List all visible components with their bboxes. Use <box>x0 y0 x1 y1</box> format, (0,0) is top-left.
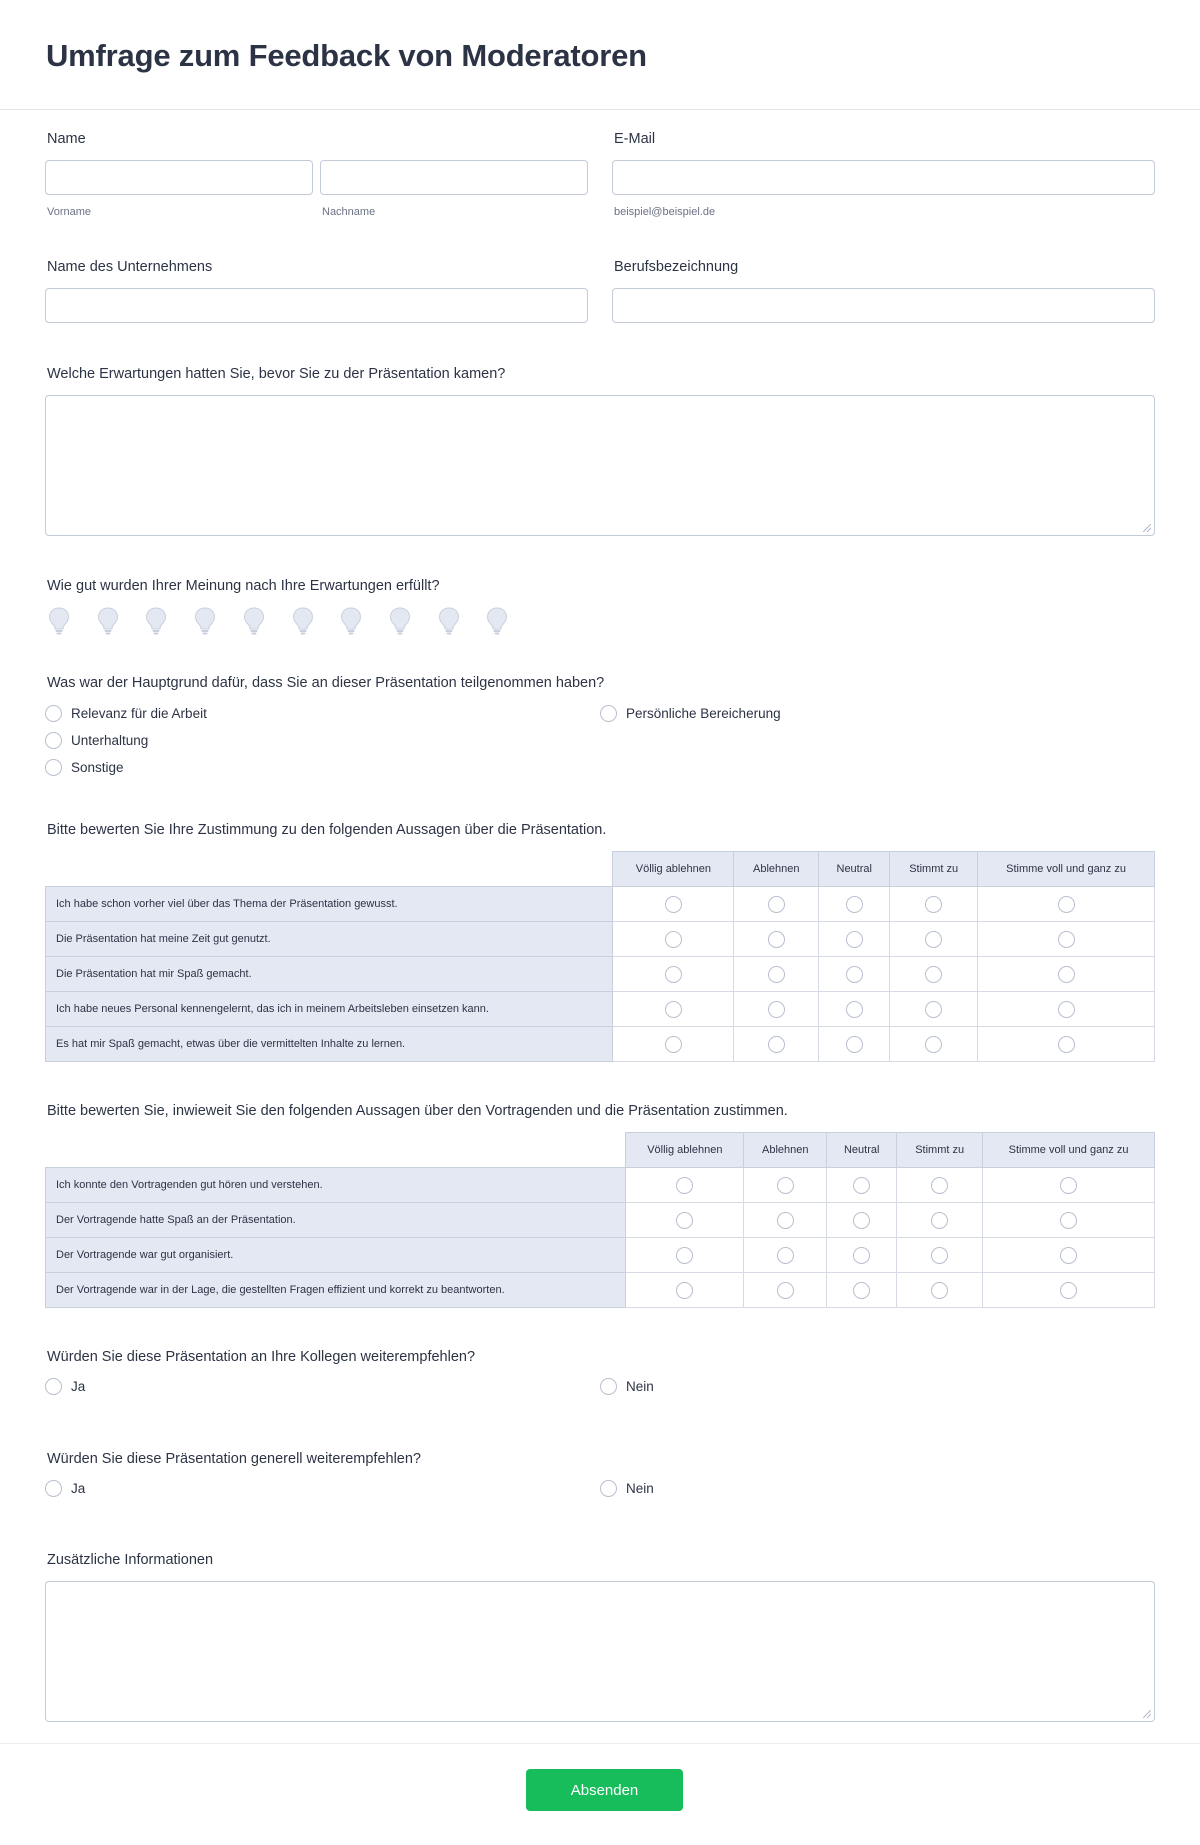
radio-circle[interactable] <box>931 1212 948 1229</box>
radio-circle[interactable] <box>1058 931 1075 948</box>
recommend-colleagues-no[interactable] <box>600 1378 654 1395</box>
reason-option-label: Sonstige <box>71 760 124 775</box>
radio-circle[interactable] <box>768 966 785 983</box>
matrix-cell[interactable] <box>978 957 1155 992</box>
matrix-column-header: Neutral <box>827 1133 897 1168</box>
form-title: Umfrage zum Feedback von Moderatoren <box>46 38 647 73</box>
radio-option-label: Ja <box>71 1379 86 1394</box>
radio-circle[interactable] <box>846 1036 863 1053</box>
radio-circle[interactable] <box>676 1177 693 1194</box>
radio-option-label: Ja <box>71 1481 86 1496</box>
matrix-row-label: Es hat mir Spaß gemacht, etwas über die vermittelten Inhalte zu lernen. <box>46 1027 613 1062</box>
first-name-sublabel: Vorname <box>47 206 92 218</box>
matrix-column-header: Völlig ablehnen <box>613 852 734 887</box>
matrix-cell[interactable] <box>626 1238 744 1273</box>
matrix-cell[interactable] <box>819 922 890 957</box>
radio-circle[interactable] <box>777 1282 794 1299</box>
additional-info-label: Zusätzliche Informationen <box>47 1552 214 1568</box>
matrix-cell[interactable] <box>613 957 734 992</box>
radio-circle[interactable] <box>777 1212 794 1229</box>
matrix-column-header: Ablehnen <box>734 852 819 887</box>
matrix-cell[interactable] <box>613 992 734 1027</box>
matrix-cell[interactable] <box>744 1273 827 1308</box>
matrix-row <box>46 887 1155 922</box>
matrix-cell[interactable] <box>626 1203 744 1238</box>
matrix-cell[interactable] <box>897 1203 983 1238</box>
reason-option-other[interactable] <box>45 759 124 776</box>
name-label: Name <box>47 131 86 147</box>
lightbulb-icon[interactable] <box>486 607 508 635</box>
additional-info-textarea[interactable] <box>45 1581 1155 1722</box>
matrix-column-header: Stimme voll und ganz zu <box>978 852 1155 887</box>
job-title-input[interactable] <box>612 288 1155 323</box>
radio-circle[interactable] <box>925 896 942 913</box>
matrix-cell[interactable] <box>827 1273 897 1308</box>
last-name-input[interactable] <box>320 160 588 195</box>
reason-option-label: Persönliche Bereicherung <box>626 706 781 721</box>
radio-circle[interactable] <box>45 1378 62 1395</box>
matrix-cell[interactable] <box>827 1168 897 1203</box>
radio-circle[interactable] <box>665 1036 682 1053</box>
matrix-cell[interactable] <box>978 887 1155 922</box>
radio-circle[interactable] <box>45 1480 62 1497</box>
matrix1-header-row <box>46 852 1155 887</box>
radio-option-label: Nein <box>626 1379 654 1394</box>
radio-circle[interactable] <box>676 1282 693 1299</box>
radio-circle[interactable] <box>665 896 682 913</box>
matrix-row <box>46 1238 1155 1273</box>
radio-circle[interactable] <box>1060 1212 1077 1229</box>
email-input[interactable] <box>612 160 1155 195</box>
reason-label: Was war der Hauptgrund dafür, dass Sie an dieser Präsentation teilgenommen haben? <box>47 675 605 691</box>
matrix-cell[interactable] <box>890 922 978 957</box>
matrix-row <box>46 992 1155 1027</box>
matrix2-label: Bitte bewerten Sie, inwieweit Sie den folgenden Aussagen über den Vortragenden und die Präsentation zustimmen. <box>47 1103 788 1119</box>
recommend-colleagues-yes[interactable] <box>45 1378 85 1395</box>
radio-circle[interactable] <box>925 1001 942 1018</box>
matrix-row-label: Ich habe schon vorher viel über das Thema der Präsentation gewusst. <box>46 887 613 922</box>
radio-circle[interactable] <box>1058 896 1075 913</box>
submit-button[interactable]: Absenden <box>526 1769 683 1811</box>
resize-grip-icon[interactable] <box>1143 1710 1151 1718</box>
matrix-row-label: Der Vortragende hatte Spaß an der Präsentation. <box>46 1203 626 1238</box>
radio-circle[interactable] <box>1058 1001 1075 1018</box>
matrix-cell[interactable] <box>890 887 978 922</box>
radio-circle[interactable] <box>846 896 863 913</box>
reason-option-personal[interactable] <box>600 705 781 722</box>
radio-circle[interactable] <box>853 1212 870 1229</box>
lightbulb-icon[interactable] <box>340 607 362 635</box>
email-label: E-Mail <box>614 131 656 147</box>
matrix-row <box>46 1273 1155 1308</box>
matrix-row <box>46 922 1155 957</box>
radio-circle[interactable] <box>1058 966 1075 983</box>
matrix-cell[interactable] <box>983 1273 1155 1308</box>
matrix-cell[interactable] <box>978 922 1155 957</box>
reason-option-entertainment[interactable] <box>45 732 148 749</box>
matrix-cell[interactable] <box>744 1238 827 1273</box>
radio-circle[interactable] <box>665 1001 682 1018</box>
radio-circle[interactable] <box>600 1480 617 1497</box>
radio-circle[interactable] <box>768 1001 785 1018</box>
radio-circle[interactable] <box>676 1247 693 1264</box>
matrix-column-header: Stimmt zu <box>897 1133 983 1168</box>
matrix-cell[interactable] <box>734 887 819 922</box>
expectations-label: Welche Erwartungen hatten Sie, bevor Sie zu der Präsentation kamen? <box>47 366 506 382</box>
lightbulb-icon[interactable] <box>48 607 70 635</box>
matrix-column-header: Neutral <box>819 852 890 887</box>
matrix-cell[interactable] <box>626 1273 744 1308</box>
radio-circle[interactable] <box>1060 1247 1077 1264</box>
matrix2-header-row <box>46 1133 1155 1168</box>
radio-circle[interactable] <box>665 966 682 983</box>
matrix-column-header: Stimmt zu <box>890 852 978 887</box>
radio-circle[interactable] <box>600 1378 617 1395</box>
matrix-corner <box>46 1133 626 1168</box>
company-input[interactable] <box>45 288 588 323</box>
lightbulb-icon[interactable] <box>438 607 460 635</box>
last-name-sublabel: Nachname <box>322 206 376 218</box>
matrix1-label: Bitte bewerten Sie Ihre Zustimmung zu den folgenden Aussagen über die Präsentation. <box>47 822 607 838</box>
email-sublabel: beispiel@beispiel.de <box>614 206 716 218</box>
lightbulb-icon[interactable] <box>389 607 411 635</box>
recommend-general-label: Würden Sie diese Präsentation generell weiterempfehlen? <box>47 1451 421 1467</box>
radio-circle[interactable] <box>768 931 785 948</box>
recommend-colleagues-label: Würden Sie diese Präsentation an Ihre Kollegen weiterempfehlen? <box>47 1349 476 1365</box>
matrix-column-header: Ablehnen <box>744 1133 827 1168</box>
radio-circle[interactable] <box>925 1036 942 1053</box>
radio-circle[interactable] <box>45 705 62 722</box>
radio-circle[interactable] <box>853 1282 870 1299</box>
reason-option-label: Relevanz für die Arbeit <box>71 706 207 721</box>
matrix-cell[interactable] <box>827 1203 897 1238</box>
radio-circle[interactable] <box>768 1036 785 1053</box>
company-label: Name des Unternehmens <box>47 259 213 275</box>
matrix-column-header: Völlig ablehnen <box>626 1133 744 1168</box>
lightbulb-icon[interactable] <box>145 607 167 635</box>
matrix-row <box>46 1027 1155 1062</box>
matrix-cell[interactable] <box>744 1203 827 1238</box>
radio-circle[interactable] <box>931 1247 948 1264</box>
radio-circle[interactable] <box>925 966 942 983</box>
matrix-cell[interactable] <box>890 992 978 1027</box>
matrix-row <box>46 1168 1155 1203</box>
matrix-column-header: Stimme voll und ganz zu <box>983 1133 1155 1168</box>
matrix-cell[interactable] <box>734 922 819 957</box>
matrix-row-label: Der Vortragende war gut organisiert. <box>46 1238 626 1273</box>
radio-circle[interactable] <box>846 931 863 948</box>
radio-circle[interactable] <box>777 1177 794 1194</box>
matrix-cell[interactable] <box>897 1168 983 1203</box>
radio-circle[interactable] <box>853 1177 870 1194</box>
job-title-label: Berufsbezeichnung <box>614 259 739 275</box>
matrix-cell[interactable] <box>978 1027 1155 1062</box>
form-header <box>0 0 1200 110</box>
matrix-cell[interactable] <box>827 1238 897 1273</box>
radio-circle[interactable] <box>676 1212 693 1229</box>
matrix-cell[interactable] <box>819 957 890 992</box>
resize-grip-icon[interactable] <box>1143 524 1151 532</box>
matrix-cell[interactable] <box>626 1168 744 1203</box>
matrix-cell[interactable] <box>890 957 978 992</box>
radio-option-label: Nein <box>626 1481 654 1496</box>
matrix-cell[interactable] <box>734 992 819 1027</box>
matrix-cell[interactable] <box>983 1203 1155 1238</box>
lightbulb-icon[interactable] <box>243 607 265 635</box>
matrix-cell[interactable] <box>890 1027 978 1062</box>
matrix-row-label: Ich habe neues Personal kennengelernt, das ich in meinem Arbeitsleben einsetzen kann. <box>46 992 613 1027</box>
radio-circle[interactable] <box>1058 1036 1075 1053</box>
matrix-row <box>46 957 1155 992</box>
radio-circle[interactable] <box>931 1282 948 1299</box>
radio-circle[interactable] <box>1060 1282 1077 1299</box>
reason-option-work[interactable] <box>45 705 207 722</box>
matrix-row <box>46 1203 1155 1238</box>
radio-circle[interactable] <box>925 931 942 948</box>
first-name-input[interactable] <box>45 160 313 195</box>
matrix-cell[interactable] <box>819 887 890 922</box>
reason-option-label: Unterhaltung <box>71 733 149 748</box>
recommend-general-yes[interactable] <box>45 1480 85 1497</box>
radio-circle[interactable] <box>846 966 863 983</box>
matrix-cell[interactable] <box>983 1168 1155 1203</box>
footer-divider <box>0 1743 1200 1744</box>
matrix-cell[interactable] <box>734 1027 819 1062</box>
matrix-corner <box>46 852 613 887</box>
matrix-cell[interactable] <box>983 1238 1155 1273</box>
radio-circle[interactable] <box>768 896 785 913</box>
matrix-row-label: Ich konnte den Vortragenden gut hören und verstehen. <box>46 1168 626 1203</box>
lightbulb-icon[interactable] <box>97 607 119 635</box>
matrix-row-label: Die Präsentation hat mir Spaß gemacht. <box>46 957 613 992</box>
matrix-cell[interactable] <box>744 1168 827 1203</box>
radio-circle[interactable] <box>665 931 682 948</box>
matrix-cell[interactable] <box>897 1273 983 1308</box>
radio-circle[interactable] <box>853 1247 870 1264</box>
radio-circle[interactable] <box>931 1177 948 1194</box>
recommend-general-no[interactable] <box>600 1480 654 1497</box>
rating-label: Wie gut wurden Ihrer Meinung nach Ihre Erwartungen erfüllt? <box>47 578 440 594</box>
matrix-cell[interactable] <box>613 1027 734 1062</box>
matrix-cell[interactable] <box>897 1238 983 1273</box>
expectations-textarea[interactable] <box>45 395 1155 536</box>
matrix2-table <box>45 1132 1155 1308</box>
matrix-cell[interactable] <box>613 887 734 922</box>
matrix-cell[interactable] <box>819 992 890 1027</box>
matrix-row-label: Der Vortragende war in der Lage, die gestellten Fragen effizient und korrekt zu beantworten. <box>46 1273 626 1308</box>
radio-circle[interactable] <box>846 1001 863 1018</box>
matrix-cell[interactable] <box>734 957 819 992</box>
lightbulb-icon[interactable] <box>194 607 216 635</box>
lightbulb-icon[interactable] <box>292 607 314 635</box>
matrix-cell[interactable] <box>819 1027 890 1062</box>
radio-circle[interactable] <box>777 1247 794 1264</box>
matrix-cell[interactable] <box>613 922 734 957</box>
radio-circle[interactable] <box>1060 1177 1077 1194</box>
radio-circle[interactable] <box>45 732 62 749</box>
radio-circle[interactable] <box>600 705 617 722</box>
matrix1-table <box>45 851 1155 1062</box>
matrix-cell[interactable] <box>978 992 1155 1027</box>
matrix-row-label: Die Präsentation hat meine Zeit gut genutzt. <box>46 922 613 957</box>
radio-circle[interactable] <box>45 759 62 776</box>
